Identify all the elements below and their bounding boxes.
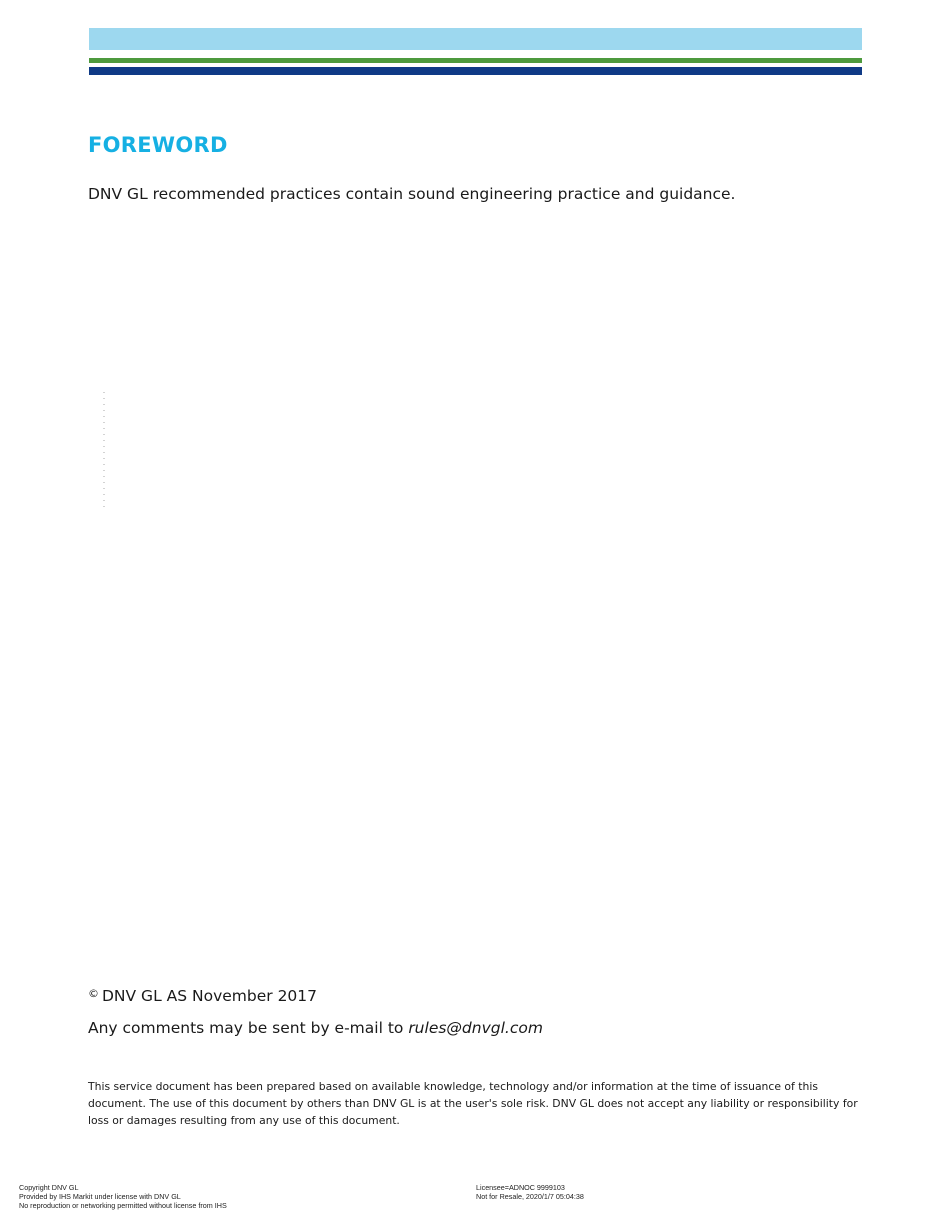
email-link[interactable]: rules@dnvgl.com xyxy=(408,1019,543,1037)
footer-right-line: Not for Resale, 2020/1/7 05:04:38 xyxy=(476,1192,584,1201)
disclaimer-paragraph: This service document has been prepared based on available knowledge, technology and/or information at the time of issuance of this document. The use of this document by others than DNV GL is at the user's sole risk. DNV GL does not accept any liability or responsibility for loss or damages resulting from any use of this document. xyxy=(88,1080,858,1127)
header-band-green xyxy=(89,58,862,63)
header-band-light-blue xyxy=(89,28,862,50)
footer-right xyxy=(476,1183,584,1201)
footer-right-line: Licensee=ADNOC 9999103 xyxy=(476,1183,565,1192)
copyright-notice xyxy=(88,987,317,1005)
copyright-symbol: © xyxy=(88,987,99,1000)
intro-paragraph: DNV GL recommended practices contain sound engineering practice and guidance. xyxy=(88,185,736,203)
comments-prefix: Any comments may be sent by e-mail to xyxy=(88,1019,409,1037)
comments-line xyxy=(88,1019,543,1037)
page-title: FOREWORD xyxy=(88,133,228,157)
scan-artifact-dots xyxy=(103,392,105,510)
footer-left xyxy=(19,1183,227,1210)
copyright-text: DNV GL AS November 2017 xyxy=(102,987,318,1005)
footer-left-line: Copyright DNV GL xyxy=(19,1183,79,1192)
footer-left-line: Provided by IHS Markit under license with DNV GL xyxy=(19,1192,181,1201)
footer-left-line: No reproduction or networking permitted without license from IHS xyxy=(19,1201,227,1210)
header-band-navy xyxy=(89,67,862,75)
